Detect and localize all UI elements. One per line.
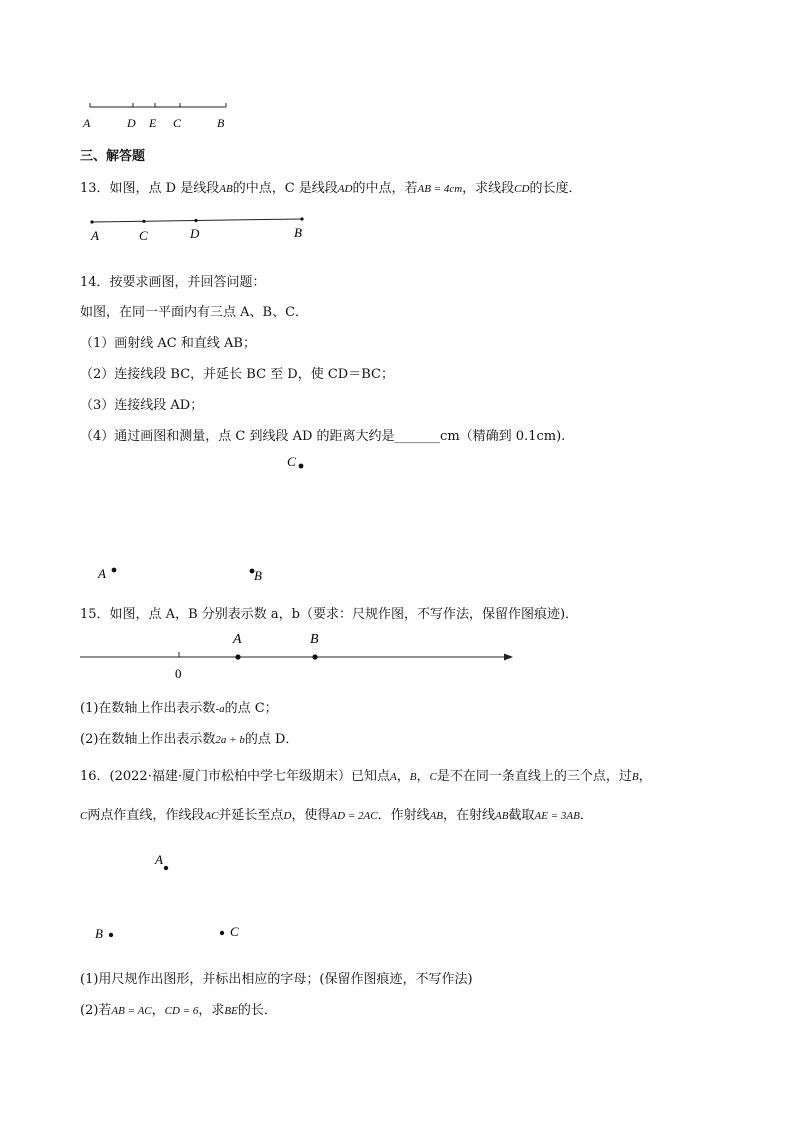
label-a: A (91, 228, 99, 243)
q14-intro: 如图，在同一平面内有三点 A、B、C． (80, 305, 309, 320)
q15-part: (2)在数轴上作出表示数 (80, 732, 216, 747)
q16-math: B (409, 771, 417, 783)
q16-part: 两点作直线，作线段 (87, 808, 205, 823)
label-b: B (294, 225, 302, 240)
label-c: C (173, 116, 182, 130)
q15-math: 2a + b (215, 734, 245, 746)
number-line (80, 627, 520, 685)
label-d: D (127, 116, 136, 130)
point-c (220, 931, 224, 935)
q15-part: 的点 C； (224, 701, 278, 716)
q15-sub-1 (80, 697, 278, 716)
label-a: A (155, 852, 163, 867)
q16-line-2 (80, 804, 593, 823)
label-c: C (287, 454, 296, 469)
q14-title: 14．按要求画图，并回答问题： (80, 275, 266, 290)
q16-line-1 (80, 765, 652, 784)
q16-math: A (389, 771, 397, 783)
point-d (194, 219, 197, 222)
q16-part: ， (416, 769, 430, 784)
q13-text (80, 177, 581, 196)
q16-part: 16．(2022·福建·厦门市松柏中学七年级期末）已知点 (80, 769, 390, 784)
q16-part: ．作射线 (377, 808, 430, 823)
q16-math: D (283, 810, 292, 822)
q15-sub-2 (80, 728, 298, 747)
q16-math: BE (224, 1005, 238, 1017)
q16-part: ，使得 (291, 808, 331, 823)
q13-part: 的长度． (529, 181, 582, 196)
figure-points-abc (90, 450, 320, 590)
point-b (109, 933, 113, 937)
q16-part: 截取 (508, 808, 535, 823)
point-c (299, 464, 304, 469)
figure-points-abc-q16 (88, 845, 258, 945)
section-heading: 三、解答题 (80, 149, 146, 164)
q16-sub-1: (1)用尺规作出图形，并标出相应的字母；(保留作图痕迹，不写作法) (80, 972, 473, 987)
q14-item-3: （3）连接线段 AD； (80, 398, 204, 413)
q16-math: AC (204, 810, 219, 822)
q16-part: 是不在同一条直线上的三个点，过 (436, 769, 632, 784)
q16-sub-2 (80, 999, 277, 1018)
q16-math: AB (495, 810, 509, 822)
q16-math: AB (429, 810, 444, 822)
point-c (142, 220, 145, 223)
figure-segment-adecb (80, 98, 240, 132)
label-e: E (149, 116, 157, 130)
axis-arrow-icon (504, 654, 513, 661)
q16-math: AB = AC (111, 1005, 152, 1017)
q16-part: ， (396, 769, 410, 784)
q14-item-1: （1）画射线 AC 和直线 AB； (80, 336, 256, 351)
label-b: B (95, 926, 103, 941)
q16-math: CD = 6 (164, 1005, 199, 1017)
q16-part: (2)若 (80, 1003, 112, 1018)
label-b: B (310, 632, 319, 647)
q15-title: 15．如图，点 A，B 分别表示数 a，b（要求：尺规作图，不写作法，保留作图痕迹)． (80, 607, 579, 622)
point-a (112, 568, 117, 573)
label-b: B (217, 116, 225, 130)
point-a (235, 654, 240, 659)
q16-math: C (429, 771, 437, 783)
q13-math: AB (219, 183, 233, 195)
q15-math: -a (215, 703, 225, 715)
q16-math: AE = 3AB (534, 810, 580, 822)
q16-math: B (631, 771, 639, 783)
label-d: D (190, 226, 200, 241)
point-a (90, 220, 93, 223)
label-c: C (139, 228, 148, 243)
q14-item-2: （2）连接线段 BC，并延长 BC 至 D，使 CD＝BC； (80, 367, 394, 382)
q16-part: 的长． (237, 1003, 277, 1018)
label-b: B (254, 568, 262, 583)
q15-part: (1)在数轴上作出表示数 (80, 701, 216, 716)
q13-part: 的中点，C 是线段 (232, 181, 338, 196)
q16-part: ， (638, 769, 652, 784)
q16-part: 并延长至点 (218, 808, 284, 823)
q16-part: ， (151, 1003, 165, 1018)
label-a: A (83, 116, 91, 130)
q13-part: 13．如图，点 D 是线段 (80, 181, 220, 196)
point-b (300, 217, 303, 220)
q16-part: ． (579, 808, 593, 823)
q13-math: AD (337, 183, 353, 195)
q14-item-4: （4）通过画图和测量，点 C 到线段 AD 的距离大约是_______cm（精确到 0.1cm). (80, 429, 566, 444)
q16-part: ，求 (198, 1003, 225, 1018)
q16-math: C (80, 810, 88, 822)
label-a: A (233, 632, 242, 647)
label-c: C (230, 924, 239, 939)
point-a (164, 866, 168, 870)
q16-math: AD = 2AC (330, 810, 378, 822)
q13-part: ，求线段 (462, 181, 515, 196)
q16-part: ，在射线 (443, 808, 496, 823)
point-b (312, 654, 317, 659)
q13-part: 的中点，若 (352, 181, 418, 196)
figure-segment-acdb (84, 212, 314, 246)
origin-label: 0 (175, 666, 182, 681)
q13-math: AB = 4cm (417, 183, 463, 195)
q13-math: CD (514, 183, 530, 195)
label-a: A (98, 566, 106, 581)
q15-part: 的点 D． (244, 732, 299, 747)
